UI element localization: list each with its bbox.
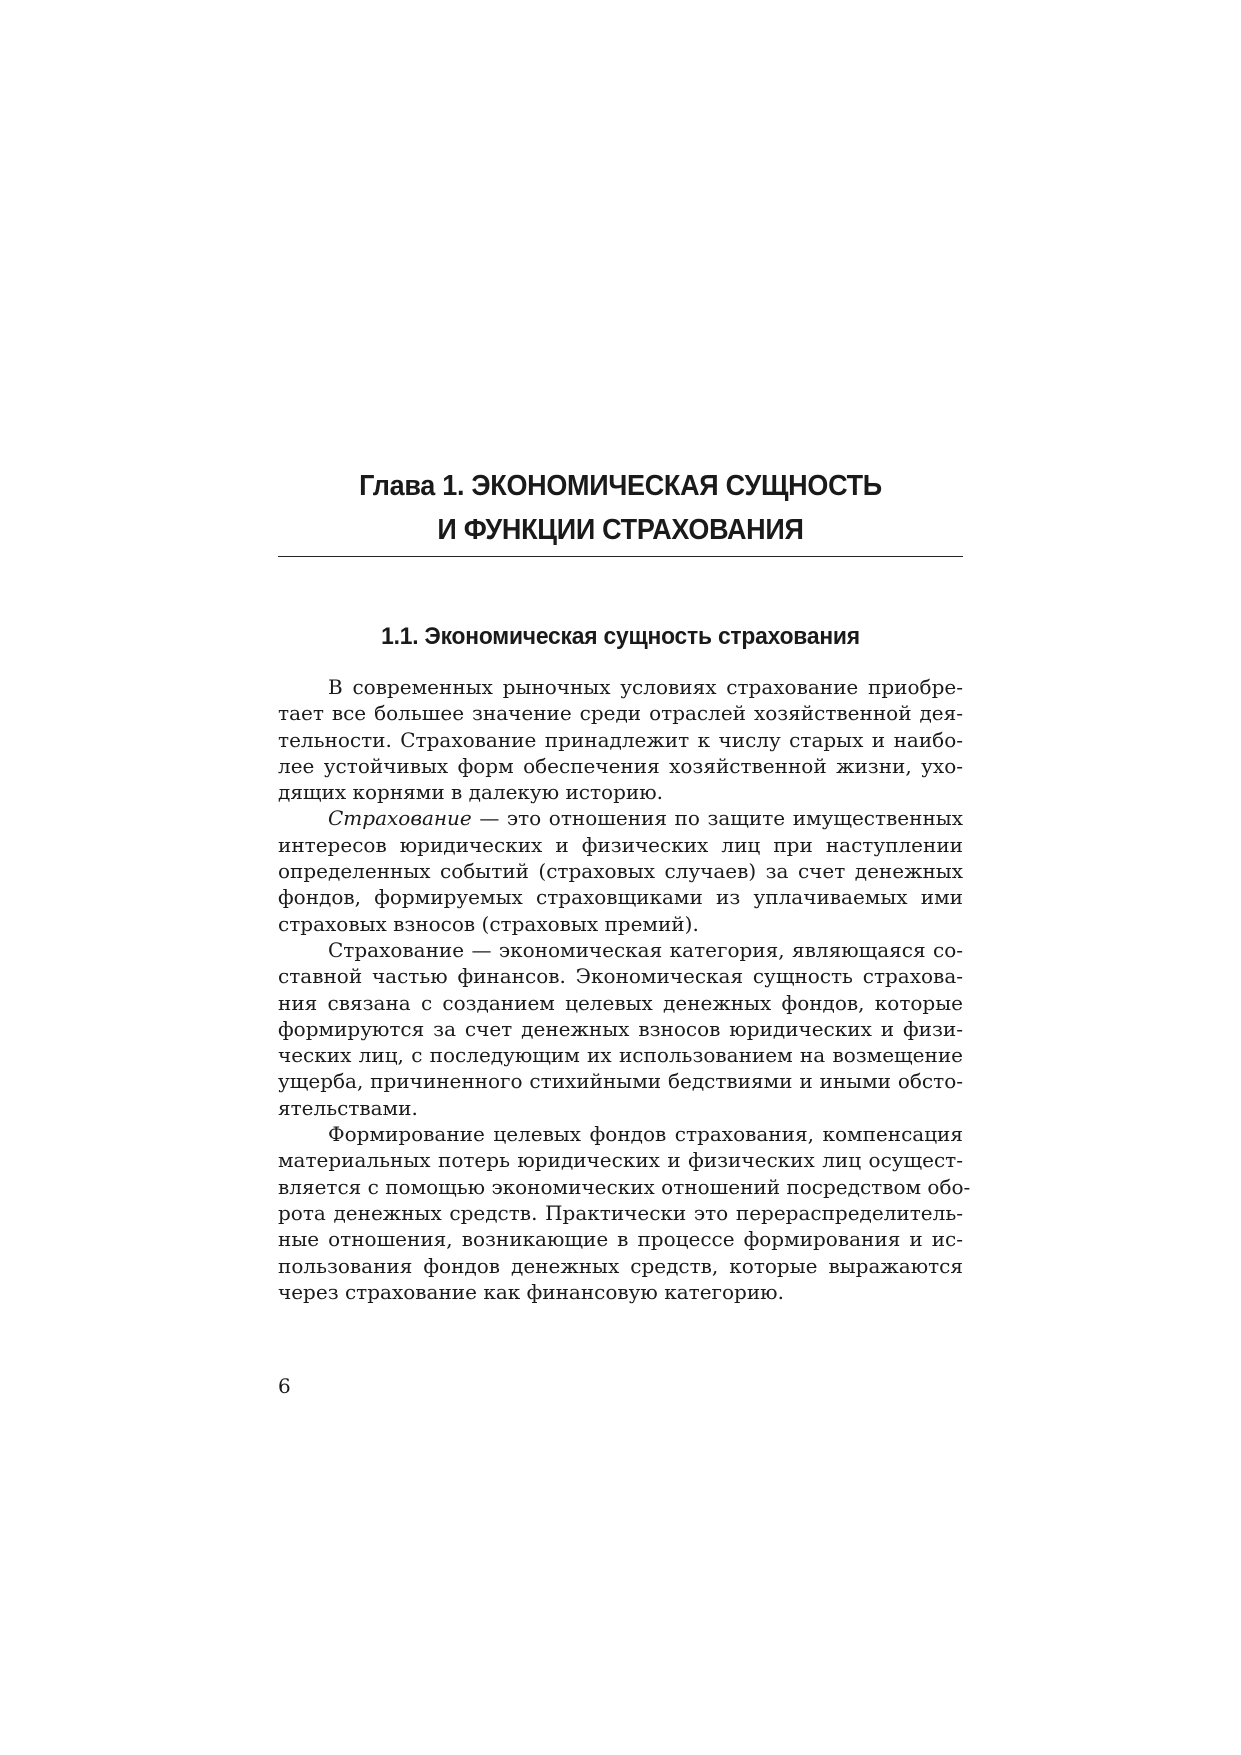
paragraph-1 — [278, 674, 963, 805]
paragraph-line: через страхование как финансовую категорию. — [278, 1279, 784, 1304]
paragraph-line: материальных потерь юридических и физических лиц осущест- — [278, 1148, 963, 1173]
body-text — [278, 674, 971, 1305]
paragraph-line: тает все большее значение среди отраслей хозяйственной дея- — [278, 701, 963, 726]
paragraph-line: тельности. Страхование принадлежит к числу старых и наибо- — [278, 727, 963, 752]
paragraph-line: ставной частью финансов. Экономическая сущность страхова- — [278, 964, 963, 989]
chapter-title-line-2: И ФУНКЦИИ СТРАХОВАНИЯ — [437, 514, 804, 546]
paragraph-line: рота денежных средств. Практически это перераспределитель- — [278, 1200, 963, 1225]
paragraph-line: фондов, формируемых страховщиками из уплачиваемых ими — [278, 885, 963, 910]
definition-line — [278, 805, 963, 831]
paragraph-line: ущерба, причиненного стихийными бедствиями и иными обсто- — [278, 1069, 963, 1094]
chapter-divider — [278, 556, 963, 557]
paragraph-line: страховых взносов (страховых премий). — [278, 911, 699, 936]
paragraph-line: Страхование — экономическая категория, являющаяся со- — [328, 937, 963, 962]
page-number: 6 — [278, 1374, 291, 1398]
paragraph-line: определенных событий (страховых случаев) за счет денежных — [278, 859, 963, 884]
paragraph-line: лее устойчивых форм обеспечения хозяйственной жизни, ухо- — [278, 753, 963, 778]
paragraph-line: ния связана с созданием целевых денежных фондов, которые — [278, 990, 963, 1015]
paragraph-line: вляется с помощью экономических отношений посредством обо- — [278, 1174, 971, 1199]
definition-text: — это отношения по защите имущественных — [471, 806, 963, 831]
chapter-title-line-1: Глава 1. ЭКОНОМИЧЕСКАЯ СУЩНОСТЬ — [359, 470, 882, 502]
paragraph-line: дящих корнями в далекую историю. — [278, 780, 663, 805]
section-title: 1.1. Экономическая сущность страхования — [381, 623, 860, 650]
paragraph-line: Формирование целевых фондов страхования, компенсация — [328, 1122, 963, 1147]
paragraph-line: ческих лиц, с последующим их использованием на возмещение — [278, 1043, 963, 1068]
defined-term: Страхование — [328, 806, 472, 831]
paragraph-line: ные отношения, возникающие в процессе формирования и ис- — [278, 1227, 963, 1252]
paragraph-line: пользования фондов денежных средств, которые выражаются — [278, 1253, 963, 1278]
paragraph-line: интересов юридических и физических лиц при наступлении — [278, 832, 963, 857]
paragraph-2 — [278, 805, 963, 936]
paragraph-3 — [278, 937, 963, 1121]
paragraph-line: ятельствами. — [278, 1095, 418, 1120]
paragraph-4 — [278, 1121, 971, 1305]
paragraph-line: формируются за счет денежных взносов юридических и физи- — [278, 1016, 963, 1041]
paragraph-line: В современных рыночных условиях страхование приобре- — [328, 675, 963, 699]
chapter-title — [302, 464, 939, 552]
